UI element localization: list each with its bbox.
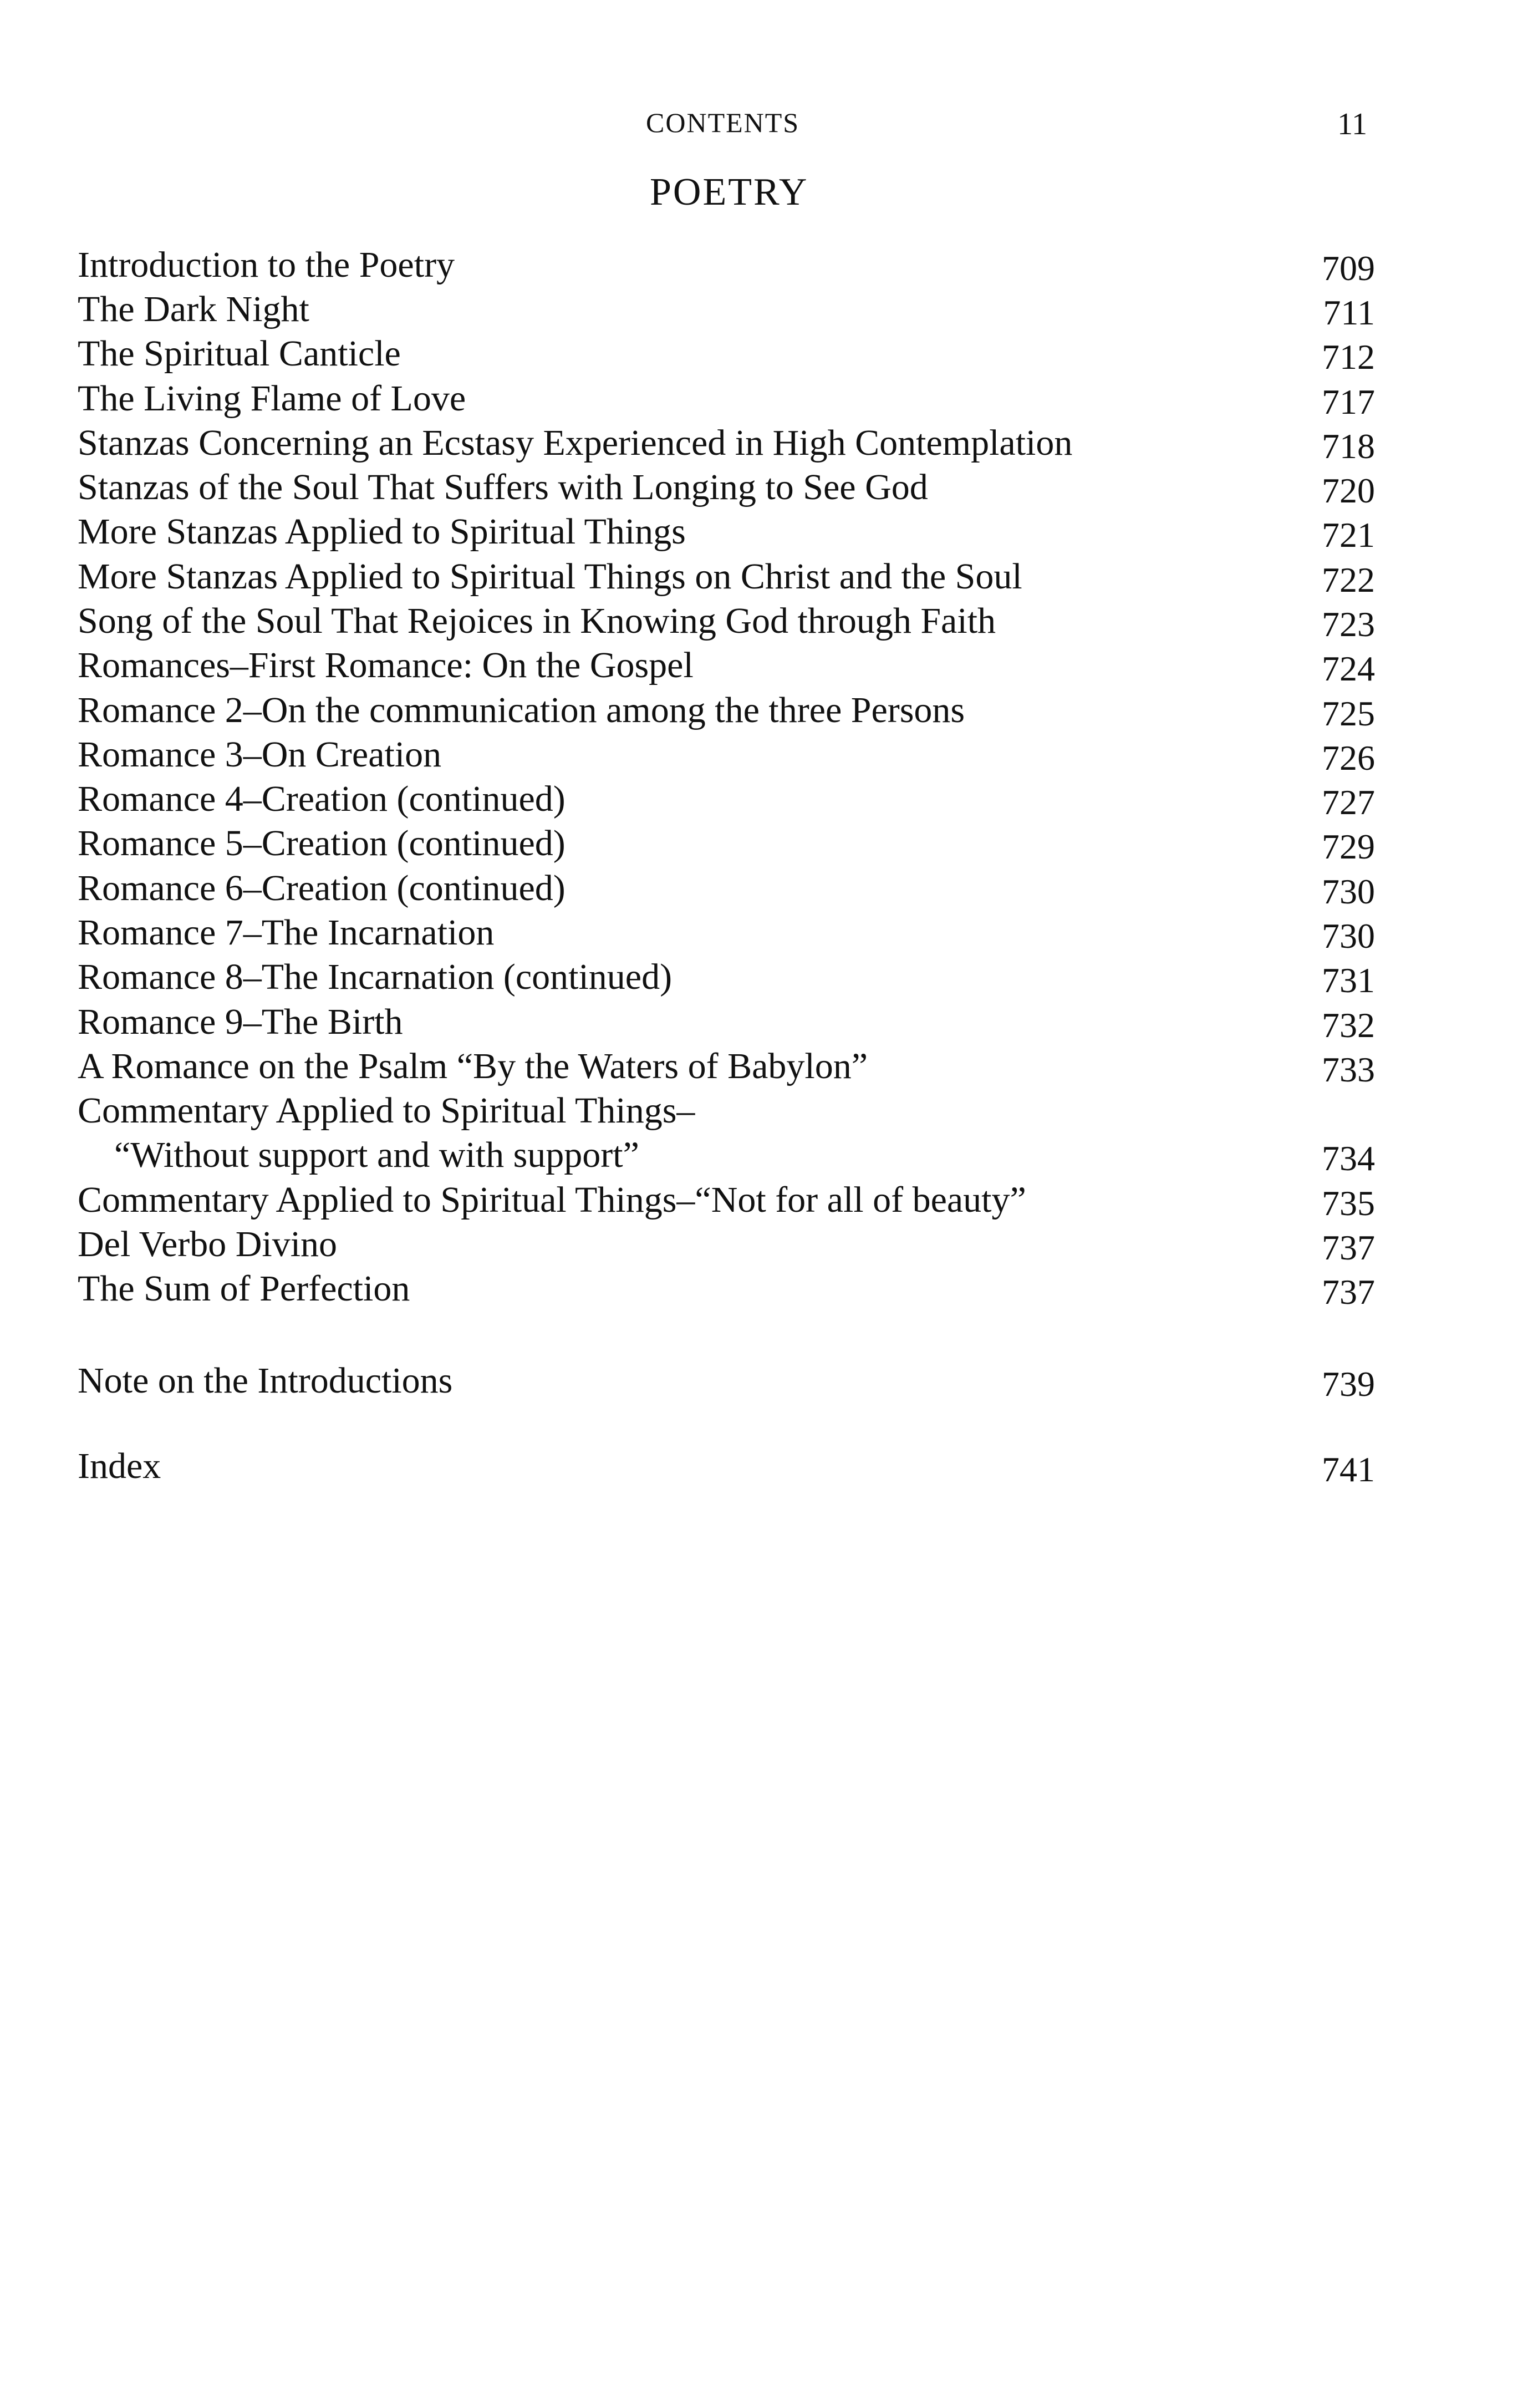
toc-entry-page: 731 bbox=[1322, 961, 1375, 1000]
running-head: CONTENTS bbox=[646, 107, 800, 138]
toc-entry-page: 724 bbox=[1322, 649, 1375, 688]
toc-entry-page: 735 bbox=[1322, 1183, 1375, 1223]
toc-entry-title: Del Verbo Divino bbox=[78, 1224, 338, 1264]
toc-entry-title: Introduction to the Poetry bbox=[78, 245, 455, 285]
toc-entry-title: The Sum of Perfection bbox=[78, 1268, 410, 1309]
toc-entry-page: 730 bbox=[1322, 872, 1375, 911]
toc-entry-title: Commentary Applied to Spiritual Things– bbox=[78, 1090, 695, 1131]
toc-entry-page: 721 bbox=[1322, 515, 1375, 555]
toc-entry bbox=[78, 643, 1375, 688]
toc-entry bbox=[78, 1089, 1375, 1133]
toc-entry bbox=[78, 1359, 1375, 1403]
toc-entry-page: 727 bbox=[1322, 783, 1375, 822]
toc-entry-title: More Stanzas Applied to Spiritual Things on Christ and the Soul bbox=[78, 556, 1022, 597]
toc-entry-page: 739 bbox=[1322, 1364, 1375, 1404]
toc-entry-page: 730 bbox=[1322, 916, 1375, 956]
toc-entry-page: 720 bbox=[1322, 471, 1375, 510]
toc-entry bbox=[78, 599, 1375, 643]
toc-entry bbox=[78, 777, 1375, 821]
toc-entry bbox=[78, 1222, 1375, 1267]
toc-entry-title: Romance 8–The Incarnation (continued) bbox=[78, 957, 673, 997]
toc-entry-title: “Without support and with support” bbox=[114, 1135, 639, 1175]
toc-entry-page: 732 bbox=[1322, 1005, 1375, 1045]
toc-entry bbox=[78, 421, 1375, 465]
toc-entry-title: Romance 4–Creation (continued) bbox=[78, 779, 566, 819]
toc-entry-page: 726 bbox=[1322, 738, 1375, 778]
toc-entry-page: 737 bbox=[1322, 1272, 1375, 1312]
toc-entry bbox=[78, 911, 1375, 955]
toc-entry-page: 709 bbox=[1322, 248, 1375, 288]
toc-entry-title: A Romance on the Psalm “By the Waters of Babylon” bbox=[78, 1046, 868, 1086]
toc-entry bbox=[78, 866, 1375, 911]
toc-entry-page: 741 bbox=[1322, 1450, 1375, 1489]
toc-entry-title: Romance 2–On the communication among the three Persons bbox=[78, 690, 965, 730]
toc-entry bbox=[78, 1267, 1375, 1311]
toc-entry-title: More Stanzas Applied to Spiritual Things bbox=[78, 511, 686, 552]
toc-entry bbox=[78, 1444, 1375, 1489]
toc-entry bbox=[78, 555, 1375, 599]
toc-entry bbox=[78, 243, 1375, 287]
toc-entry-title: Romance 3–On Creation bbox=[78, 734, 442, 775]
toc-entry bbox=[78, 955, 1375, 999]
toc-entry-title: Romance 5–Creation (continued) bbox=[78, 823, 566, 863]
toc-entry-title: Romance 6–Creation (continued) bbox=[78, 868, 566, 908]
toc-entry-title: Romance 9–The Birth bbox=[78, 1002, 403, 1042]
toc-entry bbox=[78, 821, 1375, 866]
toc-entry-title: Romances–First Romance: On the Gospel bbox=[78, 645, 694, 685]
toc-entry bbox=[78, 1133, 1375, 1177]
toc-entry-page: 711 bbox=[1323, 293, 1375, 332]
toc-entry bbox=[78, 465, 1375, 510]
toc-entry bbox=[78, 510, 1375, 554]
toc-entry-page: 723 bbox=[1322, 604, 1375, 644]
toc-entry-title: The Living Flame of Love bbox=[78, 378, 466, 419]
toc-entry bbox=[78, 287, 1375, 332]
toc-entry-page: 733 bbox=[1322, 1050, 1375, 1089]
toc-entry-page: 712 bbox=[1322, 337, 1375, 377]
toc-entry-title: Song of the Soul That Rejoices in Knowing God through Faith bbox=[78, 601, 996, 641]
toc-entry-title: Commentary Applied to Spiritual Things–“Not for all of beauty” bbox=[78, 1180, 1026, 1220]
toc-entry bbox=[78, 1044, 1375, 1089]
toc-entry-title: The Dark Night bbox=[78, 289, 309, 329]
page-number: 11 bbox=[1337, 107, 1367, 141]
toc-entry bbox=[78, 733, 1375, 777]
toc-entry-title: Stanzas of the Soul That Suffers with Longing to See God bbox=[78, 467, 928, 507]
toc-entry bbox=[78, 377, 1375, 421]
toc-entry-title: Note on the Introductions bbox=[78, 1360, 453, 1401]
toc-entry-page: 717 bbox=[1322, 382, 1375, 421]
toc-entry-title: The Spiritual Canticle bbox=[78, 333, 401, 374]
toc-entry-title: Index bbox=[78, 1446, 161, 1486]
toc-entry-page: 737 bbox=[1322, 1228, 1375, 1267]
toc-entry bbox=[78, 332, 1375, 376]
toc-entry-title: Romance 7–The Incarnation bbox=[78, 912, 495, 953]
section-heading: POETRY bbox=[650, 171, 809, 214]
toc-entry-page: 729 bbox=[1322, 827, 1375, 866]
toc-entry-title: Stanzas Concerning an Ecstasy Experienced in High Contemplation bbox=[78, 423, 1073, 463]
toc-entry bbox=[78, 688, 1375, 733]
toc-entry bbox=[78, 1178, 1375, 1222]
toc-entry-page: 722 bbox=[1322, 560, 1375, 600]
toc-entry bbox=[78, 1000, 1375, 1044]
toc-entry-page: 718 bbox=[1322, 426, 1375, 466]
toc-entry-page: 725 bbox=[1322, 694, 1375, 733]
toc-entry-page: 734 bbox=[1322, 1139, 1375, 1178]
